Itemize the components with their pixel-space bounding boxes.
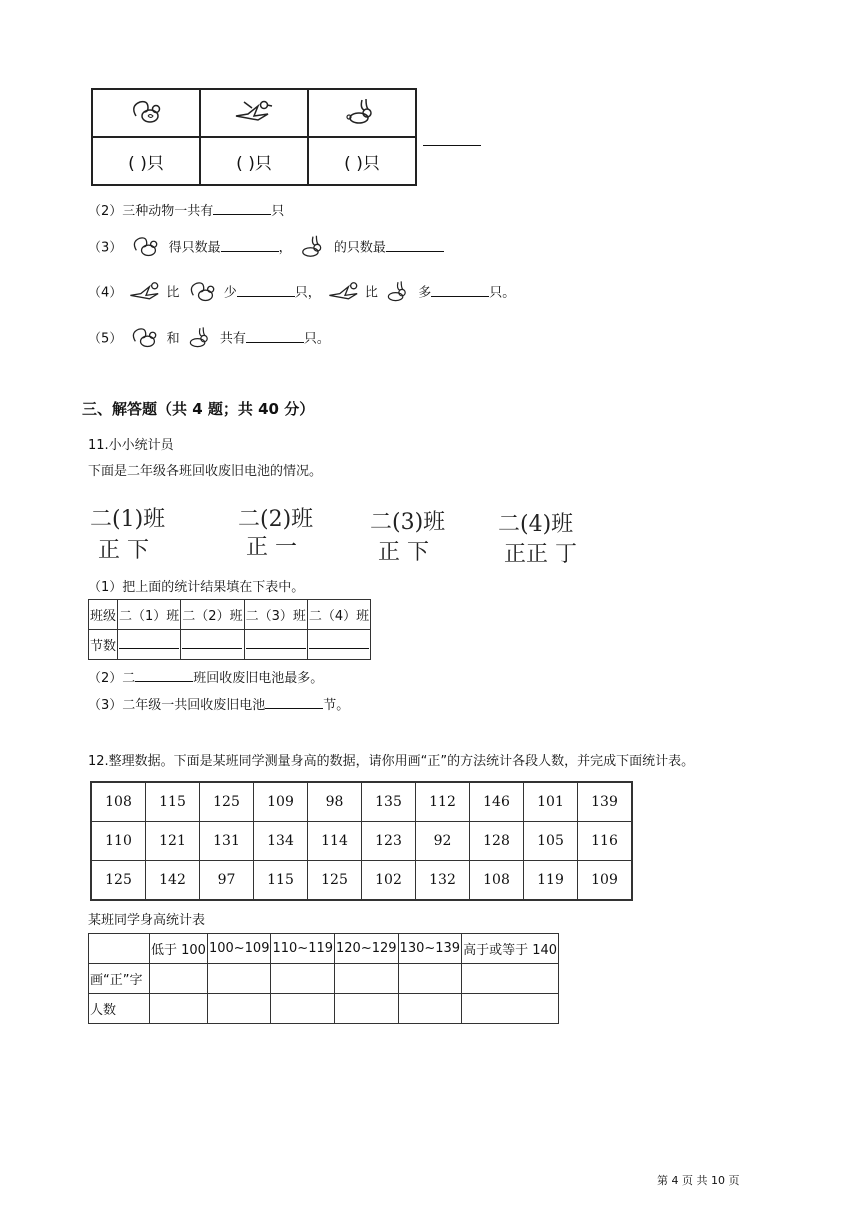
data-cell: 114 (308, 822, 362, 861)
table-cell: 人数 (89, 994, 150, 1024)
table-cell: 130~139 (398, 934, 462, 964)
squirrel-icon (126, 324, 162, 354)
table-caption: 某班同学身高统计表 (88, 913, 206, 928)
answer-cell[interactable] (271, 964, 335, 994)
sub2-prefix: （2）二 (88, 671, 136, 686)
tally-class2-marks: 正 一 (246, 535, 297, 560)
tally-class1-label: 二(1)班 (90, 507, 166, 532)
q11-sub2 (88, 667, 323, 686)
answer-cell[interactable] (271, 994, 335, 1024)
data-cell: 92 (416, 822, 470, 861)
table-cell: 120~129 (335, 934, 399, 964)
height-data-table (90, 781, 633, 901)
table-cell: 班级 (89, 600, 118, 630)
sub3-prefix: （3）二年级一共回收废旧电池 (88, 698, 266, 713)
data-cell: 132 (416, 861, 470, 901)
section-title: 三、解答题（共 4 题；共 40 分） (82, 400, 315, 418)
squirrel-icon (92, 89, 200, 137)
data-cell: 119 (524, 861, 578, 901)
data-cell: 101 (524, 782, 578, 822)
rabbit-icon (382, 278, 414, 308)
answer-cell[interactable] (181, 630, 244, 660)
q10-sub4 (88, 278, 515, 308)
data-cell: 116 (578, 822, 633, 861)
answer-blank[interactable] (386, 239, 444, 252)
data-cell: 139 (578, 782, 633, 822)
data-cell: 128 (470, 822, 524, 861)
answer-cell[interactable] (462, 994, 559, 1024)
data-cell: 108 (470, 861, 524, 901)
data-cell: 98 (308, 782, 362, 822)
answer-blank[interactable] (135, 669, 193, 682)
answer-cell[interactable] (207, 964, 271, 994)
data-cell: 108 (91, 782, 146, 822)
tally-class4-label: 二(4)班 (498, 512, 574, 537)
answer-cell[interactable] (150, 964, 208, 994)
squirrel-icon (184, 278, 220, 308)
q3-comma: ， (278, 240, 292, 256)
data-cell: 142 (146, 861, 200, 901)
height-stat-table (88, 933, 559, 1024)
rabbit-count-cell (308, 137, 416, 185)
table-cell: 高于或等于 140 (462, 934, 559, 964)
q3-prefix: （3） (88, 240, 123, 256)
answer-cell[interactable] (150, 994, 208, 1024)
q2-prefix: （2）三种动物一共有 (88, 204, 214, 219)
count-paren: ( )只 (344, 153, 380, 174)
data-cell: 109 (578, 861, 633, 901)
data-cell: 123 (362, 822, 416, 861)
data-cell: 97 (200, 861, 254, 901)
data-cell: 134 (254, 822, 308, 861)
q4-text: 比 (364, 285, 378, 301)
q11-intro: 下面是二年级各班回收废旧电池的情况。 (88, 464, 323, 479)
q11-title: 11.小小统计员 (88, 438, 174, 453)
answer-cell[interactable] (307, 630, 370, 660)
table-cell: 画“正”字 (89, 964, 150, 994)
count-paren: ( )只 (128, 153, 164, 174)
answer-cell[interactable] (335, 994, 399, 1024)
data-cell: 102 (362, 861, 416, 901)
table-cell: 二（4）班 (307, 600, 370, 630)
q4-prefix: （4） (88, 285, 123, 301)
q4-text: 少 (223, 285, 237, 301)
q5-text: 和 (166, 331, 180, 347)
table-cell: 节数 (89, 630, 118, 660)
answer-cell[interactable] (244, 630, 307, 660)
q12-title: 12.整理数据。下面是某班同学测量身高的数据，请你用画“正”的方法统计各段人数，并完成下面统计表。 (88, 754, 695, 769)
data-cell: 125 (200, 782, 254, 822)
tally-class1-marks: 正 下 (98, 538, 149, 563)
tally-class3-label: 二(3)班 (370, 510, 446, 535)
answer-blank[interactable] (423, 145, 481, 146)
answer-blank[interactable] (237, 284, 295, 297)
table-cell: 二（3）班 (244, 600, 307, 630)
data-cell: 115 (146, 782, 200, 822)
data-cell: 135 (362, 782, 416, 822)
q10-sub3 (88, 232, 444, 264)
bird-icon (325, 278, 365, 308)
q4-text: 只。 (489, 285, 516, 301)
q10-sub5 (88, 324, 330, 354)
q4-text: 多 (418, 285, 432, 301)
bird-icon (200, 89, 308, 137)
bird-count-cell (200, 137, 308, 185)
class-battery-table (88, 599, 371, 660)
q4-text: 只， (294, 285, 321, 301)
table-cell: 100~109 (207, 934, 271, 964)
answer-cell[interactable] (118, 630, 181, 660)
sub3-suffix: 节。 (323, 698, 350, 713)
animal-count-table (91, 88, 417, 186)
answer-blank[interactable] (265, 696, 323, 709)
table-cell: 低于 100 (150, 934, 208, 964)
answer-cell[interactable] (398, 994, 462, 1024)
q5-text: 只。 (303, 331, 330, 347)
data-cell: 110 (91, 822, 146, 861)
table-cell: 二（1）班 (118, 600, 181, 630)
tally-class2-label: 二(2)班 (238, 507, 314, 532)
data-cell: 109 (254, 782, 308, 822)
rabbit-icon (184, 324, 216, 354)
data-cell: 131 (200, 822, 254, 861)
squirrel-count-cell (92, 137, 200, 185)
answer-blank[interactable] (431, 284, 489, 297)
bird-icon (126, 278, 166, 308)
q11-sub1: （1）把上面的统计结果填在下表中。 (88, 580, 305, 595)
data-cell: 115 (254, 861, 308, 901)
data-cell: 146 (470, 782, 524, 822)
q2-suffix: 只 (271, 204, 285, 219)
table-cell: 二（2）班 (181, 600, 244, 630)
data-cell: 125 (91, 861, 146, 901)
rabbit-icon (308, 89, 416, 137)
q4-text: 比 (166, 285, 180, 301)
rabbit-icon (296, 232, 330, 264)
count-paren: ( )只 (236, 153, 272, 174)
data-cell: 105 (524, 822, 578, 861)
answer-cell[interactable] (335, 964, 399, 994)
data-cell: 125 (308, 861, 362, 901)
data-cell: 121 (146, 822, 200, 861)
answer-cell[interactable] (398, 964, 462, 994)
squirrel-icon (126, 233, 164, 263)
q5-prefix: （5） (88, 331, 123, 347)
q10-sub2 (88, 200, 284, 219)
q11-sub3 (88, 694, 349, 713)
table-cell (89, 934, 150, 964)
answer-cell[interactable] (462, 964, 559, 994)
tally-class4-marks: 正正 丁 (504, 542, 577, 567)
sub2-suffix: 班回收废旧电池最多。 (193, 671, 324, 686)
q3-text: 得只数最 (168, 240, 221, 256)
q5-text: 共有 (219, 331, 246, 347)
answer-blank[interactable] (213, 202, 271, 215)
page-number: 第 4 页 共 10 页 (657, 1174, 740, 1187)
answer-blank[interactable] (221, 239, 279, 252)
table-cell: 110~119 (271, 934, 335, 964)
answer-cell[interactable] (207, 994, 271, 1024)
tally-class3-marks: 正 下 (378, 540, 429, 565)
answer-blank[interactable] (246, 330, 304, 343)
data-cell: 112 (416, 782, 470, 822)
q3-text: 的只数最 (333, 240, 386, 256)
